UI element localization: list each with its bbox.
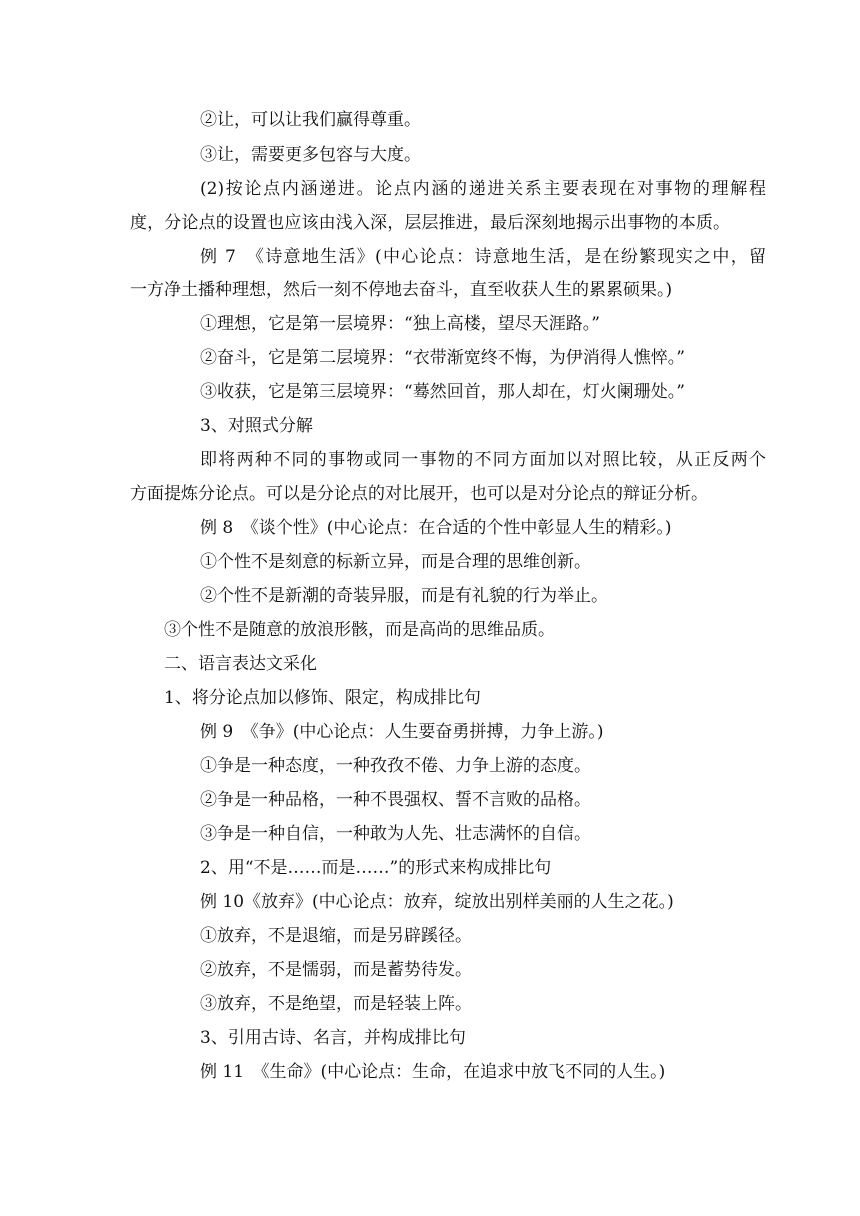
text-line: 即将两种不同的事物或同一事物的不同方面加以对照比较，从正反两个	[200, 450, 766, 470]
subsection-heading: 2、用“不是……而是……”的形式来构成排比句	[200, 858, 552, 878]
text-line: ①个性不是刻意的标新立异，而是合理的思维创新。	[200, 552, 591, 572]
text-line: 例 7 《诗意地生活》(中心论点：诗意地生活，是在纷繁现实之中，留	[200, 247, 766, 267]
text-line: ②放弃，不是懦弱，而是蓄势待发。	[200, 960, 472, 980]
text-line: ③让，需要更多包容与大度。	[200, 145, 421, 165]
text-line: ③放弃，不是绝望，而是轻装上阵。	[200, 994, 472, 1014]
subsection-heading: 1、将分论点加以修饰、限定，构成排比句	[164, 688, 481, 708]
text-line: ③争是一种自信，一种敢为人先、壮志满怀的自信。	[200, 824, 591, 844]
text-line: ①理想，它是第一层境界：“独上高楼，望尽天涯路。”	[200, 314, 600, 334]
text-line: (2)按论点内涵递进。论点内涵的递进关系主要表现在对事物的理解程	[200, 179, 766, 199]
text-line: ②争是一种品格，一种不畏强权、誓不言败的品格。	[200, 790, 591, 810]
text-line: 方面提炼分论点。可以是分论点的对比展开，也可以是对分论点的辩证分析。	[130, 484, 708, 504]
text-line: ③个性不是随意的放浪形骸，而是高尚的思维品质。	[164, 620, 555, 640]
text-line: ②让，可以让我们赢得尊重。	[200, 110, 421, 130]
text-line: 例 10《放弃》(中心论点：放弃，绽放出别样美丽的人生之花。)	[200, 892, 674, 912]
section-heading: 3、对照式分解	[200, 416, 313, 436]
text-line: ③收获，它是第三层境界：“蓦然回首，那人却在，灯火阑珊处。”	[200, 382, 685, 402]
text-line: 一方净土播种理想，然后一刻不停地去奋斗，直至收获人生的累累硕果。)	[130, 280, 673, 300]
text-line: 例 9 《争》(中心论点：人生要奋勇拼搏，力争上游。)	[200, 722, 604, 742]
text-line: 例 11 《生命》(中心论点：生命，在追求中放飞不同的人生。)	[200, 1062, 666, 1082]
subsection-heading: 3、引用古诗、名言，并构成排比句	[200, 1028, 466, 1048]
text-line: ②个性不是新潮的奇装异服，而是有礼貌的行为举止。	[200, 586, 608, 606]
text-line: 度，分论点的设置也应该由浅入深，层层推进，最后深刻地揭示出事物的本质。	[130, 213, 730, 233]
text-line: ①放弃，不是退缩，而是另辟蹊径。	[200, 926, 472, 946]
text-line: ②奋斗，它是第二层境界：“衣带渐宽终不悔，为伊消得人憔悴。”	[200, 348, 685, 368]
section-heading: 二、语言表达文采化	[164, 654, 317, 674]
text-line: ①争是一种态度，一种孜孜不倦、力争上游的态度。	[200, 756, 591, 776]
text-line: 例 8 《谈个性》(中心论点：在合适的个性中彰显人生的精彩。)	[200, 518, 672, 538]
